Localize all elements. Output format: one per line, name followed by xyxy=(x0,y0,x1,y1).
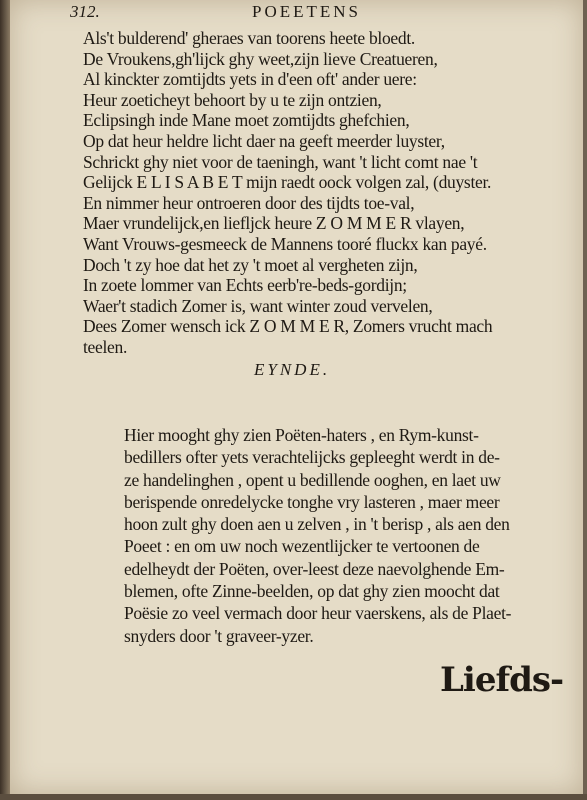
poem-line: Waer't stadich Zomer is, want winter zoud vervelen, xyxy=(83,295,433,316)
prose-line: hoon zult ghy doen aen u zelven , in 't berisp , als aen den xyxy=(124,514,510,535)
prose-line: berispende onredelycke tonghe vry lasteren , maer meer xyxy=(124,491,500,512)
poem-line: En nimmer heur ontroeren door des tijdts toe-val, xyxy=(83,192,415,213)
prose-line: Hier mooght ghy zien Poëten-haters , en Rym-kunst- xyxy=(124,425,479,445)
poem-line: Want Vrouws-gesmeeck de Mannens tooré fluckx kan payé. xyxy=(83,233,487,254)
poem-line: Maer vrundelijck,en liefljck heure Z O M M E R vlayen, xyxy=(83,213,465,234)
page-number: 312. xyxy=(70,2,100,21)
poem-line: Gelijck E L I S A B E T mijn raedt oock volgen zal, (duyster. xyxy=(83,172,492,193)
page-bottom-edge xyxy=(0,794,587,800)
prose-line: ze handelinghen , opent u bedillende ooghen, en laet uw xyxy=(124,469,501,490)
poem-line: Op dat heur heldre licht daer na geeft meerder luyster, xyxy=(83,130,445,151)
closing-word: EYNDE. xyxy=(254,360,331,379)
poem-line: Al kinckter zomtijdts yets in d'een oft' ander uere: xyxy=(83,69,417,90)
poem-line: Doch 't zy hoe dat het zy 't moet al vergheten zijn, xyxy=(83,254,418,275)
prose-line: blemen, ofte Zinne-beelden, op dat ghy zien moocht dat xyxy=(124,581,500,602)
prose-line: Poësie zo veel vermach door heur vaerskens, als de Plaet- xyxy=(124,603,512,624)
prose-line: Poeet : en om uw noch wezentlijcker te vertoonen de xyxy=(124,536,480,557)
page-header xyxy=(70,2,573,22)
book-gutter xyxy=(0,0,10,800)
prose-line: snyders door 't graveer-yzer. xyxy=(124,625,314,646)
poem-line: Als't bulderend' gheraes van toorens heete bloedt. xyxy=(83,28,415,48)
poem-line: Schrickt ghy niet voor de taeningh, want 't licht comt nae 't xyxy=(83,151,478,172)
prose-line: edelheydt der Poëten, over-leest deze naevolghende Em- xyxy=(124,558,505,579)
prose-block xyxy=(124,424,554,647)
running-title: POEETENS xyxy=(252,2,361,21)
prose-line: bedillers ofter yets verachtelijcks gepleeght werdt in de- xyxy=(124,447,500,468)
poem-line: teelen. xyxy=(83,336,128,357)
poem-line: Heur zoeticheyt behoort by u te zijn ontzien, xyxy=(83,89,382,110)
poem-line: Dees Zomer wensch ick Z O M M E R, Zomers vrucht mach xyxy=(83,316,493,337)
poem-line: Eclipsingh inde Mane moet zomtijdts ghefchien, xyxy=(83,110,410,131)
book-page xyxy=(10,0,583,794)
poem-line: De Vroukens,gh'lijck ghy weet,zijn lieve Creatueren, xyxy=(83,48,438,69)
poem-line: In zoete lommer van Echts eerb're-beds-gordijn; xyxy=(83,275,407,296)
catchword: Liefds- xyxy=(440,660,564,700)
poem-block xyxy=(83,28,553,358)
